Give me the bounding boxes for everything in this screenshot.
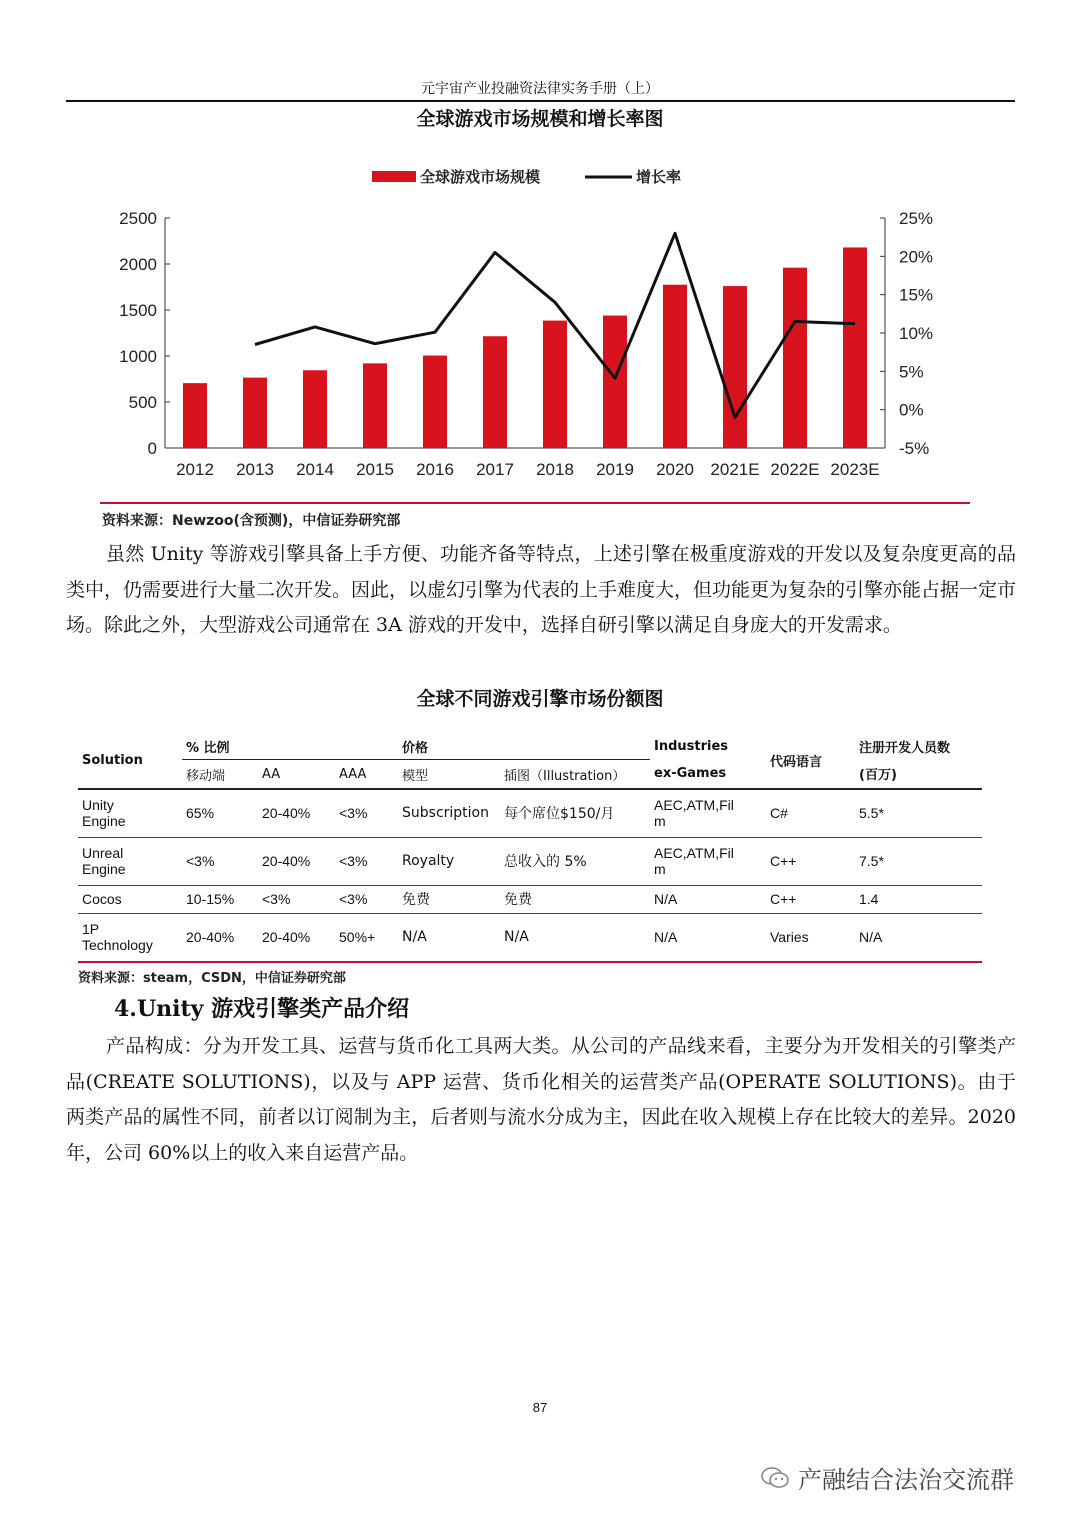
cell-devs: N/A bbox=[855, 913, 982, 961]
cell-industries bbox=[650, 837, 766, 885]
header-model: 模型 bbox=[402, 768, 429, 784]
cell-industries-line2: m bbox=[654, 861, 666, 877]
x-tick-label: 2019 bbox=[596, 460, 634, 479]
cell-mobile: 65% bbox=[182, 789, 258, 837]
x-tick-label: 2015 bbox=[356, 460, 394, 479]
header-mobile: 移动端 bbox=[186, 768, 226, 784]
section-4-title: 4.Unity 游戏引擎类产品介绍 bbox=[114, 996, 410, 1022]
header-devs: 注册开发人员数 bbox=[859, 740, 951, 756]
cell-industries-line1: AEC,ATM,Fil bbox=[654, 797, 734, 814]
legend-label-bar: 全球游戏市场规模 bbox=[420, 168, 541, 186]
bar-2012 bbox=[183, 383, 207, 448]
engine-share-table bbox=[78, 733, 982, 961]
cell-industries bbox=[650, 789, 766, 837]
cell-illustration: 免费 bbox=[500, 885, 650, 913]
cell-aaa: <3% bbox=[335, 837, 398, 885]
bar-2022E bbox=[783, 268, 807, 448]
cell-model: Royalty bbox=[398, 837, 500, 885]
x-tick-label: 2023E bbox=[830, 460, 880, 479]
y-left-tick-label: 2000 bbox=[119, 255, 157, 274]
header-solution: Solution bbox=[82, 753, 143, 768]
cell-solution bbox=[78, 789, 182, 837]
bar-2015 bbox=[363, 363, 387, 448]
wechat-icon bbox=[760, 1465, 790, 1491]
x-tick-label: 2012 bbox=[176, 460, 214, 479]
cell-solution-line1: 1P bbox=[82, 921, 100, 938]
watermark-text: 产融结合法治交流群 bbox=[798, 1466, 1014, 1494]
header-devs-sub: (百万) bbox=[859, 768, 897, 784]
cell-mobile: <3% bbox=[182, 837, 258, 885]
y-left-tick-label: 0 bbox=[147, 439, 157, 458]
cell-devs: 5.5* bbox=[855, 789, 982, 837]
y-left-tick-label: 1000 bbox=[119, 347, 157, 366]
cell-model: Subscription bbox=[398, 789, 500, 837]
header-industries-sub: ex-Games bbox=[654, 766, 727, 782]
cell-language: Varies bbox=[766, 913, 855, 961]
cell-illustration: N/A bbox=[500, 913, 650, 961]
cell-devs: 7.5* bbox=[855, 837, 982, 885]
cell-aaa: <3% bbox=[335, 789, 398, 837]
cell-solution bbox=[78, 837, 182, 885]
running-header: 元宇宙产业投融资法律实务手册（上） bbox=[421, 81, 659, 97]
paragraph-2: 产品构成：分为开发工具、运营与货币化工具两大类。从公司的产品线来看，主要分为开发相关的引擎类产品(CREATE SOLUTIONS)，以及与 APP 运营、货币化相关的运营类产品(OPERATE SOLUTIONS)。由于两类产品的属性不同，前者以订阅制为主，后者则与流水分成为主，因此在收入规模上存在比较大的差异。2020 年，公司 60%以上的收入来自运营产品。 bbox=[66, 1035, 1016, 1164]
cell-industries-line1: N/A bbox=[654, 929, 678, 946]
figure2-bottom-rule bbox=[78, 961, 982, 963]
cell-solution-line2: Engine bbox=[82, 861, 126, 877]
cell-language: C++ bbox=[766, 885, 855, 913]
bar-2020 bbox=[663, 285, 687, 448]
paragraph-1: 虽然 Unity 等游戏引擎具备上手方便、功能齐备等特点，上述引擎在极重度游戏的开发以及复杂度更高的品类中，仍需要进行大量二次开发。因此，以虚幻引擎为代表的上手难度大，但功能更为复杂的引擎亦能占据一定市场。除此之外，大型游戏公司通常在 3A 游戏的开发中，选择自研引擎以满足自身庞大的开发需求。 bbox=[66, 543, 1017, 636]
cell-solution bbox=[78, 913, 182, 961]
header-aaa: AAA bbox=[339, 766, 367, 782]
table-row bbox=[78, 789, 982, 837]
cell-solution-line1: Unreal bbox=[82, 845, 124, 861]
cell-aa: <3% bbox=[258, 885, 335, 913]
y-left-tick-label: 500 bbox=[128, 393, 157, 412]
x-tick-label: 2021E bbox=[710, 460, 760, 479]
bar-2017 bbox=[483, 336, 507, 448]
y-right-tick-label: -5% bbox=[899, 439, 930, 458]
y-left-tick-label: 1500 bbox=[119, 301, 157, 320]
y-right-tick-label: 5% bbox=[899, 362, 924, 382]
table-row bbox=[78, 913, 982, 961]
header-rule bbox=[66, 100, 1015, 102]
cell-industries-line1: N/A bbox=[654, 891, 678, 907]
cell-industries bbox=[650, 885, 766, 913]
cell-illustration: 每个席位$150/月 bbox=[500, 789, 650, 837]
table-row bbox=[78, 885, 982, 913]
y-right-tick-label: 20% bbox=[899, 247, 934, 267]
cell-model: N/A bbox=[398, 913, 500, 961]
cell-solution-line2: Engine bbox=[82, 813, 126, 830]
bar-2023E bbox=[843, 247, 867, 448]
legend-swatch-bar bbox=[372, 171, 416, 182]
cell-solution bbox=[78, 885, 182, 913]
header-illustration: 插图（Illustration） bbox=[504, 768, 626, 784]
figure2-source: 资料来源：steam，CSDN，中信证券研究部 bbox=[78, 971, 346, 986]
cell-aa: 20-40% bbox=[258, 837, 335, 885]
table-row bbox=[78, 837, 982, 885]
market-chart bbox=[80, 152, 960, 482]
page-number: 87 bbox=[532, 1400, 548, 1415]
header-language: 代码语言 bbox=[770, 755, 823, 770]
bar-2019 bbox=[603, 316, 627, 448]
figure2-title: 全球不同游戏引擎市场份额图 bbox=[416, 688, 664, 710]
cell-industries-line1: AEC,ATM,Fil bbox=[654, 845, 734, 861]
cell-industries-line2: m bbox=[654, 813, 666, 830]
cell-aaa: 50%+ bbox=[335, 913, 398, 961]
x-tick-label: 2013 bbox=[236, 460, 274, 479]
x-tick-label: 2022E bbox=[770, 460, 820, 479]
cell-aa: 20-40% bbox=[258, 789, 335, 837]
watermark bbox=[760, 1460, 1014, 1495]
header-ratio: % 比例 bbox=[182, 733, 398, 760]
bar-2016 bbox=[423, 356, 447, 448]
header-price: 价格 bbox=[398, 733, 650, 760]
cell-model: 免费 bbox=[398, 885, 500, 913]
x-tick-label: 2014 bbox=[296, 460, 334, 479]
cell-illustration: 总收入的 5% bbox=[500, 837, 650, 885]
y-right-tick-label: 10% bbox=[899, 324, 934, 343]
x-tick-label: 2017 bbox=[476, 460, 514, 479]
header-industries: Industries bbox=[654, 738, 729, 754]
header-aa: AA bbox=[262, 766, 281, 782]
bar-2021E bbox=[723, 286, 747, 448]
bar-2013 bbox=[243, 378, 267, 448]
figure1-source: 资料来源：Newzoo(含预测)，中信证券研究部 bbox=[102, 513, 401, 529]
cell-solution-line2: Technology bbox=[82, 937, 153, 954]
x-tick-label: 2020 bbox=[656, 460, 694, 479]
cell-language: C++ bbox=[766, 837, 855, 885]
figure1-source-rule bbox=[100, 502, 970, 504]
cell-mobile: 10-15% bbox=[182, 885, 258, 913]
cell-devs: 1.4 bbox=[855, 885, 982, 913]
cell-industries bbox=[650, 913, 766, 961]
cell-solution-line1: Unity bbox=[82, 797, 114, 814]
y-left-tick-label: 2500 bbox=[119, 209, 157, 228]
legend-label-line: 增长率 bbox=[636, 168, 682, 186]
cell-aaa: <3% bbox=[335, 885, 398, 913]
y-right-tick-label: 15% bbox=[899, 285, 934, 305]
x-tick-label: 2016 bbox=[416, 460, 454, 479]
cell-mobile: 20-40% bbox=[182, 913, 258, 961]
y-right-tick-label: 0% bbox=[899, 400, 924, 420]
cell-language: C# bbox=[766, 789, 855, 837]
cell-aa: 20-40% bbox=[258, 913, 335, 961]
bar-2014 bbox=[303, 370, 327, 448]
bar-2018 bbox=[543, 321, 567, 448]
figure1-title: 全球游戏市场规模和增长率图 bbox=[416, 108, 664, 130]
y-right-tick-label: 25% bbox=[899, 209, 934, 228]
x-tick-label: 2018 bbox=[536, 460, 574, 479]
cell-solution-line1: Cocos bbox=[82, 891, 122, 907]
